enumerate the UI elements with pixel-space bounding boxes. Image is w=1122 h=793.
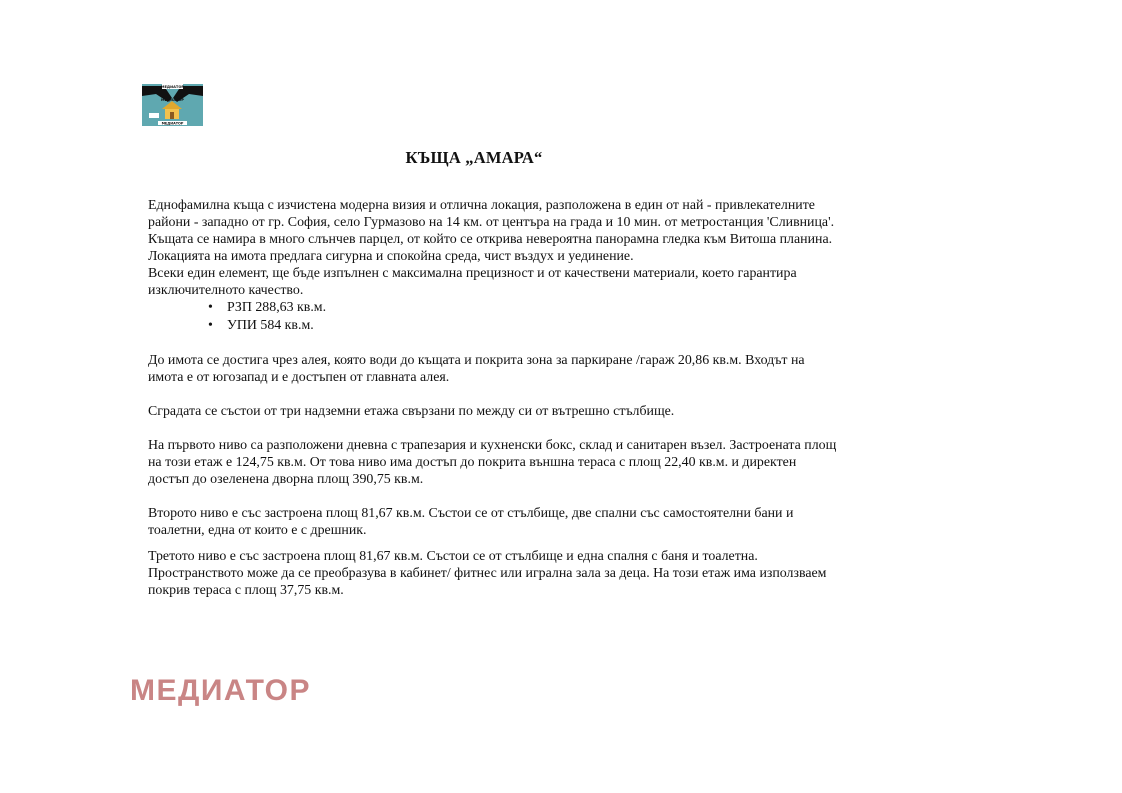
features-list	[148, 299, 838, 335]
paragraph-intro: Еднофамилна къща с изчистена модерна визия и отлична локация, разположена в един от най - привлекателните райони - западно от гр. София, село Гурмазово на 14 км. от центъра на града и 10 мин. от метростанция 'Сливница'. Къщата се намира в много слънчев парцел, от който се открива невероятна панорамна гледка към Витоша планина.	[148, 198, 835, 247]
feature-upi: УПИ 584 кв.м.	[227, 318, 314, 333]
paragraph-level-2: Второто ниво е със застроена площ 81,67 кв.м. Състои се от стълбище, две спални със самостоятелни бани и тоалетни, една от които е с дрешник.	[148, 506, 794, 538]
logo-graphic	[142, 84, 203, 126]
paragraph-location: Локацията на имота предлага сигурна и спокойна среда, чист въздух и уединение.	[148, 249, 634, 264]
paragraph-level-3: Третото ниво е със застроена площ 81,67 кв.м. Състои се от стълбище и една спалня с баня и тоалетна. Пространството може да се преобразува в кабинет/ фитнес или игрална зала за деца. На този етаж има използваем покрив тераса с площ 37,75 кв.м.	[148, 549, 827, 598]
logo-bottom-text: МЕДИАТОР	[161, 121, 184, 126]
paragraph-level-1: На първото ниво са разположени дневна с трапезария и кухненски бокс, склад и санитарен възел. Застроената площ на този етаж е 124,75 кв.м. От това ниво има достъп до покрита външна тераса с площ 22,40 кв.м. и директен достъп до озеленена дворна площ 390,75 кв.м.	[148, 438, 837, 487]
logo-mid-text: МЕДИАТОР	[160, 98, 185, 102]
document-body	[148, 197, 838, 599]
paragraph-floors: Сградата се състои от три надземни етажа свързани по между си от вътрешно стълбище.	[148, 404, 675, 419]
document-title: КЪЩА „АМАРА“	[405, 148, 543, 167]
feature-rzp: РЗП 288,63 кв.м.	[227, 300, 327, 315]
paragraph-access: До имота се достига чрез алея, която води до къщата и покрита зона за паркиране /гараж 20,86 кв.м. Входът на имота е от югозапад и е достъпен от главната алея.	[148, 353, 805, 385]
list-item	[208, 317, 838, 335]
logo-top-text: МЕДИАТОР	[160, 85, 185, 89]
paragraph-quality: Всеки един елемент, ще бъде изпълнен с максимална прецизност и от качествени материали, което гарантира изключителното качество.	[148, 266, 797, 298]
watermark-text: МЕДИАТОР	[130, 674, 312, 707]
bullet-icon: •	[208, 300, 213, 315]
bullet-icon: •	[208, 318, 213, 333]
mediator-logo	[142, 84, 203, 126]
list-item	[208, 299, 838, 317]
